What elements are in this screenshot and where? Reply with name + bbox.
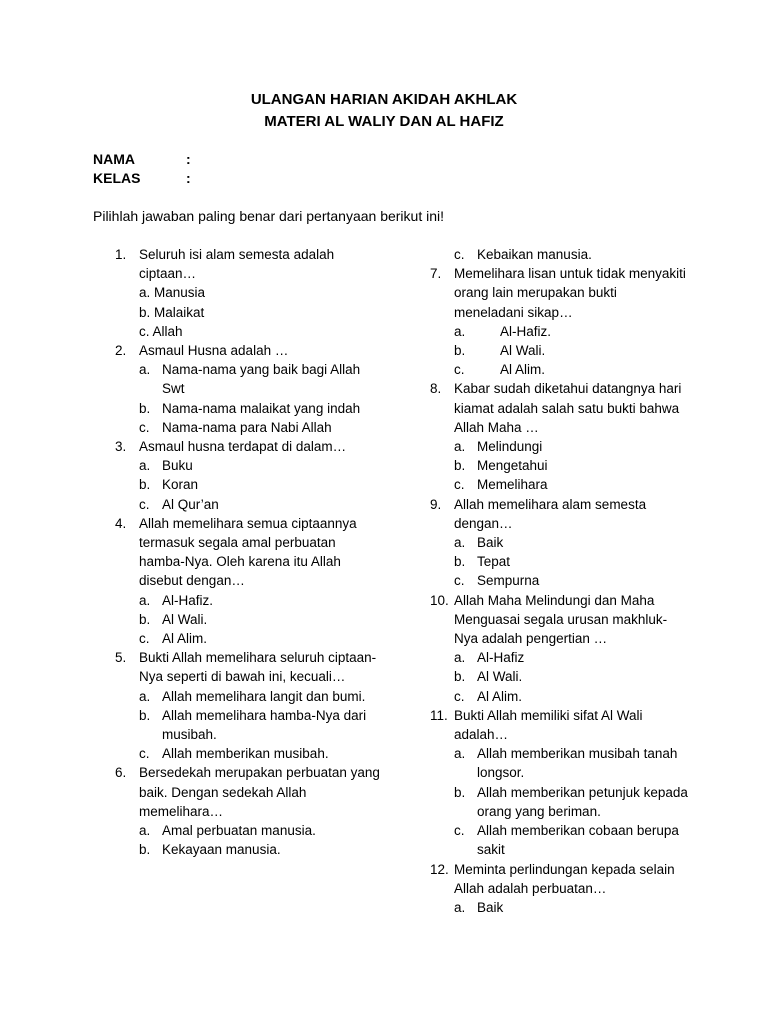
answer-option: [408, 783, 688, 821]
option-letter: b.: [139, 842, 151, 858]
option-letter: b.: [454, 458, 466, 474]
answer-option: [408, 475, 688, 494]
question-number: [408, 379, 454, 437]
option-letter: b.: [139, 611, 151, 627]
question-number-text: 7.: [430, 266, 442, 282]
option-letter: b.: [454, 554, 466, 570]
answer-option: [408, 533, 688, 552]
option-text: Al-Hafiz: [477, 650, 525, 666]
question-number-text: 5.: [115, 650, 127, 666]
question-number: [93, 245, 139, 283]
answer-option: [408, 687, 688, 706]
option-letter: b.: [454, 669, 466, 685]
question-item: [408, 495, 688, 533]
answer-option: [93, 360, 383, 398]
option-letter: c.: [454, 573, 465, 589]
option-text: Koran: [162, 477, 199, 493]
question-number: [408, 591, 454, 649]
option-text: Allah memelihara hamba-Nya dari musibah.: [162, 707, 367, 743]
option-text: Nama-nama para Nabi Allah: [162, 419, 332, 435]
option-letter: a.: [139, 688, 151, 704]
answer-option: [93, 744, 383, 763]
answer-option: [93, 610, 383, 629]
question-number-text: 10.: [430, 592, 449, 608]
question-number: [93, 648, 139, 686]
question-number-text: 1.: [115, 247, 127, 262]
question-number-text: 9.: [430, 496, 442, 512]
answer-option: [93, 687, 383, 706]
option-text: Melindungi: [477, 439, 543, 455]
option-letter: a.: [139, 362, 151, 378]
question-item: [93, 437, 383, 456]
option-text: Baik: [477, 535, 504, 551]
option-text: Memelihara: [477, 477, 548, 493]
option-text: Allah memberikan cobaan berupa sakit: [477, 823, 679, 858]
option-text: Amal perbuatan manusia.: [162, 823, 316, 839]
option-text: Al Qur’an: [162, 496, 219, 512]
question-number: [93, 763, 139, 821]
field-label: NAMA: [93, 151, 135, 167]
option-text: Al Wali.: [162, 611, 208, 627]
option-text: Kebaikan manusia.: [477, 247, 592, 262]
field-kelas: [93, 169, 191, 188]
question-item: [408, 591, 688, 649]
option-text: Al Alim.: [500, 362, 546, 378]
field-label: KELAS: [93, 170, 141, 186]
question-number-text: 11.: [430, 707, 448, 723]
answer-option: a. Manusia: [139, 285, 206, 301]
answer-option: [93, 456, 383, 475]
answer-option: [93, 418, 383, 437]
option-letter: a.: [139, 823, 151, 839]
option-text: Al Alim.: [162, 631, 208, 647]
option-letter: c.: [139, 419, 150, 435]
option-letter: b.: [139, 400, 151, 416]
question-text: Memelihara lisan untuk tidak menyakiti orang lain merupakan bukti meneladani sikap…: [454, 266, 686, 320]
question-text: Allah Maha Melindungi dan Maha Menguasai segala urusan makhluk-Nya adalah pengertian …: [454, 592, 668, 647]
option-letter: b.: [139, 477, 151, 493]
question-item: [408, 264, 688, 322]
option-text: Tepat: [477, 554, 511, 570]
question-text: Bersedekah merupakan perbuatan yang baik. Dengan sedekah Allah memelihara…: [139, 765, 380, 819]
option-letter: c.: [139, 496, 150, 512]
answer-option: [93, 591, 383, 610]
option-letter: a.: [454, 899, 466, 915]
option-letter: c.: [454, 823, 465, 839]
option-letter: a.: [139, 458, 151, 474]
instruction-text: Pilihlah jawaban paling benar dari pertanyaan berikut ini!: [93, 208, 445, 224]
option-letter: c.: [454, 247, 465, 262]
answer-option: [408, 571, 688, 590]
option-text: Allah memelihara langit dan bumi.: [162, 688, 366, 704]
option-letter: b.: [454, 343, 466, 359]
option-letter: c.: [454, 362, 465, 378]
option-text: Allah memberikan musibah.: [162, 746, 329, 762]
option-text: Nama-nama malaikat yang indah: [162, 400, 361, 416]
option-letter: c.: [139, 746, 150, 762]
question-text: Kabar sudah diketahui datangnya hari kiamat adalah salah satu bukti bahwa Allah Maha …: [454, 381, 682, 435]
answer-option: [408, 648, 688, 667]
question-number-text: 2.: [115, 343, 127, 359]
option-text: Al-Hafiz.: [162, 592, 214, 608]
option-text: Al Alim.: [477, 688, 523, 704]
option-text: Sempurna: [477, 573, 540, 589]
answer-option: [408, 898, 688, 917]
question-text: Asmaul Husna adalah …: [139, 343, 289, 359]
option-letter: a.: [139, 592, 151, 608]
question-number-text: 8.: [430, 381, 442, 397]
option-text: Allah memberikan petunjuk kepada orang yang beriman.: [477, 784, 688, 819]
answer-option: [93, 629, 383, 648]
question-item: [93, 514, 383, 591]
exam-title-line2: MATERI AL WALIY DAN AL HAFIZ: [264, 113, 504, 130]
answer-option: [408, 667, 688, 686]
question-column-left: [93, 245, 383, 860]
option-letter: b.: [139, 707, 151, 723]
question-text: Bukti Allah memelihara seluruh ciptaan-Nya seperti di bawah ini, kecuali…: [139, 650, 377, 685]
answer-option: b. Malaikat: [139, 304, 205, 320]
option-text: Mengetahui: [477, 458, 548, 474]
question-text: Seluruh isi alam semesta adalah ciptaan…: [139, 247, 335, 282]
answer-option: [93, 706, 383, 744]
field-nama: [93, 150, 191, 169]
option-letter: a.: [454, 439, 466, 455]
answer-option: [408, 341, 688, 360]
option-letter: c.: [139, 631, 150, 647]
question-number-text: 3.: [115, 439, 127, 455]
question-text: Allah memelihara alam semesta dengan…: [454, 496, 647, 531]
answer-option: [93, 495, 383, 514]
answer-option: [93, 840, 383, 859]
question-number: [408, 706, 454, 744]
field-separator: :: [186, 151, 191, 167]
answer-option: [408, 744, 688, 782]
option-text: Nama-nama yang baik bagi Allah Swt: [162, 362, 361, 397]
question-item: [93, 763, 383, 821]
answer-option: [93, 475, 383, 494]
question-text: Allah memelihara semua ciptaannya termasuk segala amal perbuatan hamba-Nya. Oleh karena itu Allah disebut dengan…: [139, 515, 357, 589]
answer-option: [408, 437, 688, 456]
question-item: [93, 245, 383, 283]
question-text: Meminta perlindungan kepada selain Allah adalah perbuatan…: [454, 861, 675, 896]
question-number-text: 6.: [115, 765, 127, 781]
field-separator: :: [186, 170, 191, 186]
question-text: Asmaul husna terdapat di dalam…: [139, 439, 347, 455]
answer-option: [93, 821, 383, 840]
answer-option: [408, 360, 688, 379]
answer-option: [93, 399, 383, 418]
answer-option: c. Allah: [139, 323, 183, 339]
exam-title-line1: ULANGAN HARIAN AKIDAH AKHLAK: [250, 91, 518, 108]
option-text: Kekayaan manusia.: [162, 842, 281, 858]
option-text: Al Wali.: [500, 343, 546, 359]
question-number: [93, 341, 139, 360]
option-letter: c.: [454, 477, 465, 493]
question-number: [408, 860, 454, 898]
question-number: [408, 264, 454, 322]
question-number: [408, 495, 454, 533]
question-item: [408, 706, 688, 744]
question-column-right: [408, 245, 688, 917]
option-text: Buku: [162, 458, 193, 474]
question-number-text: 4.: [115, 515, 127, 531]
question-number: [93, 514, 139, 591]
question-item: [93, 648, 383, 686]
option-text: Allah memberikan musibah tanah longsor.: [477, 746, 678, 781]
option-text: Al Wali.: [477, 669, 523, 685]
question-number-text: 12.: [430, 861, 449, 877]
option-text: Al-Hafiz.: [500, 323, 552, 339]
option-letter: b.: [454, 784, 466, 800]
answer-option: [408, 245, 688, 264]
question-item: [93, 341, 383, 360]
option-text: Baik: [477, 899, 504, 915]
answer-option: [408, 552, 688, 571]
option-letter: a.: [454, 746, 466, 762]
question-item: [408, 860, 688, 898]
option-letter: a.: [454, 323, 466, 339]
question-item: [408, 379, 688, 437]
answer-option: [408, 821, 688, 859]
option-letter: c.: [454, 688, 465, 704]
option-letter: a.: [454, 535, 466, 551]
option-letter: a.: [454, 650, 466, 666]
answer-option: [408, 322, 688, 341]
question-text: Bukti Allah memiliki sifat Al Wali adalah…: [454, 707, 643, 743]
answer-option: [408, 456, 688, 475]
question-number: [93, 437, 139, 456]
